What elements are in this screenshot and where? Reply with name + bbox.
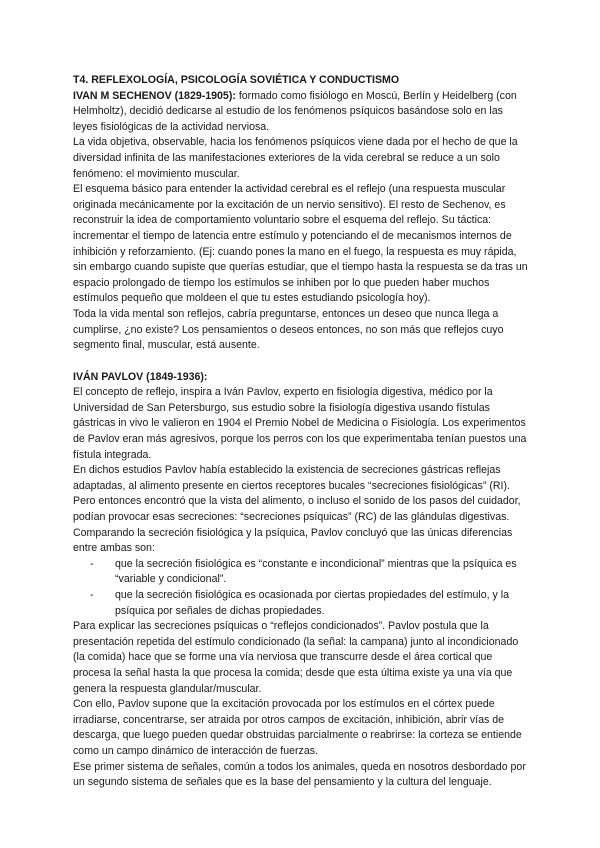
sechenov-paragraph-2: El esquema básico para entender la actividad cerebral es el reflejo (una respuesta muscular originada mecánicamente por la excitación de un nervio sensitivo). El resto de Sechenov, es reconstruir la idea de comportamiento voluntario sobre el esquema del reflejo. Su táctica: incrementar el tiempo de latencia entre estímulo y potenciando el de mecanismos internos de inhibición y reforzamiento. (Ej: cuando pones la mano en el fuego, la respuesta es muy rápida, sin embargo cuando supiste que querías estudiar, que el tiempo hasta la respuesta se da tras un espacio prolongado de tiempo los estímulos se inhiben por lo que pueden haber muchos estímulos pequeño que moldeen el que tu estes estudiando psicología hoy). (73, 183, 528, 305)
pavlov-paragraph-1: El concepto de reflejo, inspira a Iván Pavlov, experto en fisiología digestiva, médico por la Universidad de San Petersburgo, sus estudio sobre la fisiología digestiva usando fístulas gástricas in vivo le valieron en 1904 el Premio Nobel de Medicina o Fisiología. Los experimentos de Pavlov eran más agresivos, porque los perros con los que experimentaba tenían puestos una fístula integrada. (73, 386, 527, 461)
pavlov-differences-list (73, 557, 530, 619)
sechenov-paragraph-3: Toda la vida mental son reflejos, cabría preguntarse, entonces un deseo que nunca llega a cumplirse, ¿no existe? Los pensamientos o deseos entonces, no son más que reflejos cuyo segmento final, muscular, está ausente. (73, 307, 504, 352)
sechenov-intro-text: formado como fisiólogo en Moscú, Berlín y Heidelberg (con Helmholtz), decidió dedicarse al estudio de los fenómenos psíquicos basándose solo en las leyes fisiológicas de la actividad nerviosa. (73, 89, 517, 133)
document-title: T4. REFLEXOLOGÍA, PSICOLOGÍA SOVIÉTICA Y CONDUCTISMO (73, 74, 400, 86)
section-spacer (73, 354, 530, 370)
pavlov-paragraph-6: Ese primer sistema de señales, común a todos los animales, queda en nosotros desbordado por un segundo sistema de señales que es la base del pensamiento y la cultura del lenguaje. (73, 760, 526, 789)
pavlov-paragraph-2: En dichos estudios Pavlov había establecido la existencia de secreciones gástricas reflejas adaptadas, al alimento presente en ciertos receptores bucales “secreciones fisiológicas” (RI). Pero entonces encontró que la vista del alimento, o incluso el sonido de los pasos del cuidador, podían provocar esas secreciones: “secreciones psíquicas” (RC) de las glándulas digestivas. (73, 464, 521, 524)
pavlov-heading: IVÁN PAVLOV (1849-1936): (73, 370, 208, 383)
list-item: - que la secreción fisiológica es “constante e incondicional” mientras que la psíquica es “variable y condicional”. (90, 557, 530, 588)
pavlov-paragraph-3: Comparando la secreción fisiológica y la psíquica, Pavlov concluyó que las únicas diferencias entre ambas son: (73, 526, 513, 555)
list-item: - que la secreción fisiológica es ocasionada por ciertas propiedades del estímulo, y la psíquica por señales de dichas propiedades. (90, 588, 530, 619)
sechenov-paragraph-1: La vida objetiva, observable, hacia los fenómenos psíquicos viene dada por el hecho de que la diversidad infinita de las manifestaciones exteriores de la vida cerebral se reduce a un solo fenómeno: el movimiento muscular. (73, 136, 518, 180)
sechenov-intro-paragraph (73, 89, 530, 136)
sechenov-heading: IVAN M SECHENOV (1829-1905): (73, 89, 236, 102)
pavlov-paragraph-5: Con ello, Pavlov supone que la excitación provocada por los estímulos en el córtex puede irradiarse, concentrarse, ser atraida por otros campos de excitación, inhibición, abrir vías de descarga, que luego pueden quedar obstruidas parcialmente o reabrirse: la corteza se entiende como un campo dinámico de interacción de fuerzas. (73, 698, 522, 757)
pavlov-paragraph-4: Para explicar las secreciones psíquicas o “reflejos condicionados”. Pavlov postula que la presentación repetida del estímulo condicionado (la señal: la campana) junto al incondicionado (la comida) hace que se forme una vía nerviosa que transcurre desde el área cortical que procesa la señal hasta la que procesa la comida; desde que esta última existe ya una vía que genera la respuesta glandular/muscular. (73, 620, 519, 695)
